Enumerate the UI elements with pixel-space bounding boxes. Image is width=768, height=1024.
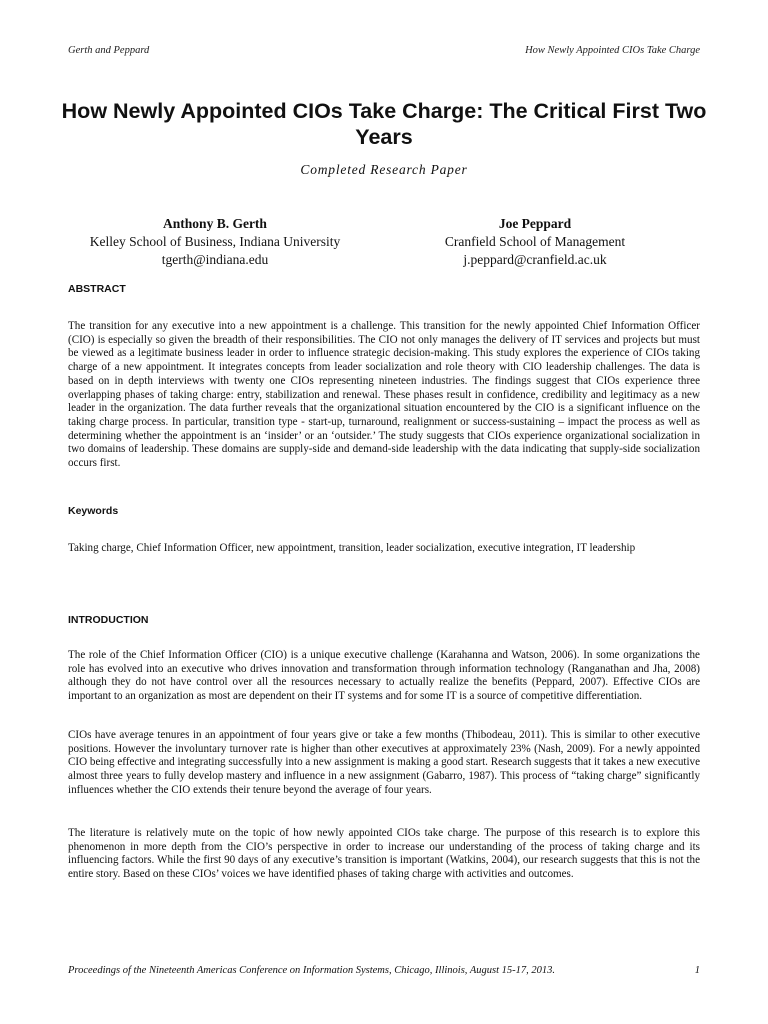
- introduction-heading: INTRODUCTION: [68, 614, 149, 626]
- abstract-heading: ABSTRACT: [68, 283, 126, 295]
- keywords-heading: Keywords: [68, 505, 119, 517]
- author-affiliation: Kelley School of Business, Indiana University: [89, 234, 341, 249]
- paper-type: Completed Research Paper: [300, 162, 468, 177]
- author-affiliation: Cranfield School of Management: [444, 234, 626, 249]
- author-email: tgerth@indiana.edu: [161, 252, 269, 267]
- footer-location: Chicago, Illinois, August 15-17, 2013.: [394, 965, 556, 976]
- author-name: Joe Peppard: [498, 216, 572, 231]
- keywords-text: Taking charge, Chief Information Officer, new appointment, transition, leader socialization, executive integration, IT leadership: [68, 542, 636, 554]
- running-head-authors: Gerth and Peppard: [68, 45, 150, 56]
- author-email: j.peppard@cranfield.ac.uk: [463, 252, 607, 267]
- page-number: 1: [694, 965, 700, 976]
- running-head-short-title: How Newly Appointed CIOs Take Charge: [525, 45, 700, 56]
- author-block-gerth: [45, 215, 385, 269]
- page-footer: [68, 965, 700, 976]
- abstract-text: The transition for any executive into a new appointment is a challenge. This transition for the newly appointed Chief Information Officer (CIO) is especially so given the breadth of their responsibilities. The CIO not only manages the delivery of IT services and projects but must be viewed as a legitimate business leader in order to influence strategic decision-making. This study explores the experience of CIOs taking charge of a new appointment. It integrates concepts from leader socialization and role theory with CIO leadership challenges. The data is based on in depth interviews with twenty one CIOs representing nineteen industries. The findings suggest that CIOs experience three overlapping phases of taking charge: entry, stabilization and renewal. These phases result in confidence, credibility and legitimacy as a new leader in the organization. The data further reveals that the organizational situation encountered by the CIO is a significant influence on the taking charge process. In particular, transition type - start-up, turnaround, realignment or success-sustaining – impact the process as well as determining whether the appointment is an ‘insider’ or an ‘outsider.’ The study suggests that CIOs experience organizational socialization in two domains of leadership. These domains are supply-side and demand-side leadership with the data indicating that supply-side socialization occurs first.: [68, 320, 700, 470]
- paper-title: How Newly Appointed CIOs Take Charge: The Critical First Two Years: [61, 99, 707, 149]
- intro-paragraph: The literature is relatively mute on the topic of how newly appointed CIOs take charge. The purpose of this research is to explore this phenomenon in more depth from the CIO’s perspective in order to increase our understanding of the process of taking charge and its influencing factors. While the first 90 days of any executive’s transition is important (Watkins, 2004), our research suggests that this is not the entire story. Based on these CIOs’ voices we have identified phases of taking charge with activities and outcomes.: [68, 827, 700, 881]
- footer-citation: [68, 965, 555, 976]
- footer-proceedings: Proceedings of the Nineteenth Americas Conference on Information Systems,: [68, 965, 395, 976]
- intro-paragraph: CIOs have average tenures in an appointment of four years give or take a few months (Thibodeau, 2011). This is similar to other executive positions. However the involuntary turnover rate is higher than other executives at approximately 23% (Nash, 2009). For a newly appointed CIO being effective and integrating successfully into a new assignment is making a good start. Research suggests that it takes a new executive almost three years to fully develop mastery and influence in a new assignment (Gabarro, 1987). This process of “taking charge” significantly influences whether the CIO extends their tenure beyond the average of four years.: [68, 729, 700, 796]
- running-head: [68, 45, 700, 56]
- intro-paragraph: The role of the Chief Information Officer (CIO) is a unique executive challenge (Karahanna and Watson, 2006). In some organizations the role has evolved into an executive who drives innovation and transformation through information technology (Ranganathan and Jha, 2008) although they do not have control over all the resources necessary to actually realize the benefits (Peppard, 2007). Effective CIOs are important to an organization as most are dependent on their IT systems and for some IT is a source of competitive differentiation.: [68, 649, 700, 703]
- author-name: Anthony B. Gerth: [163, 216, 267, 231]
- author-block-peppard: [365, 215, 705, 269]
